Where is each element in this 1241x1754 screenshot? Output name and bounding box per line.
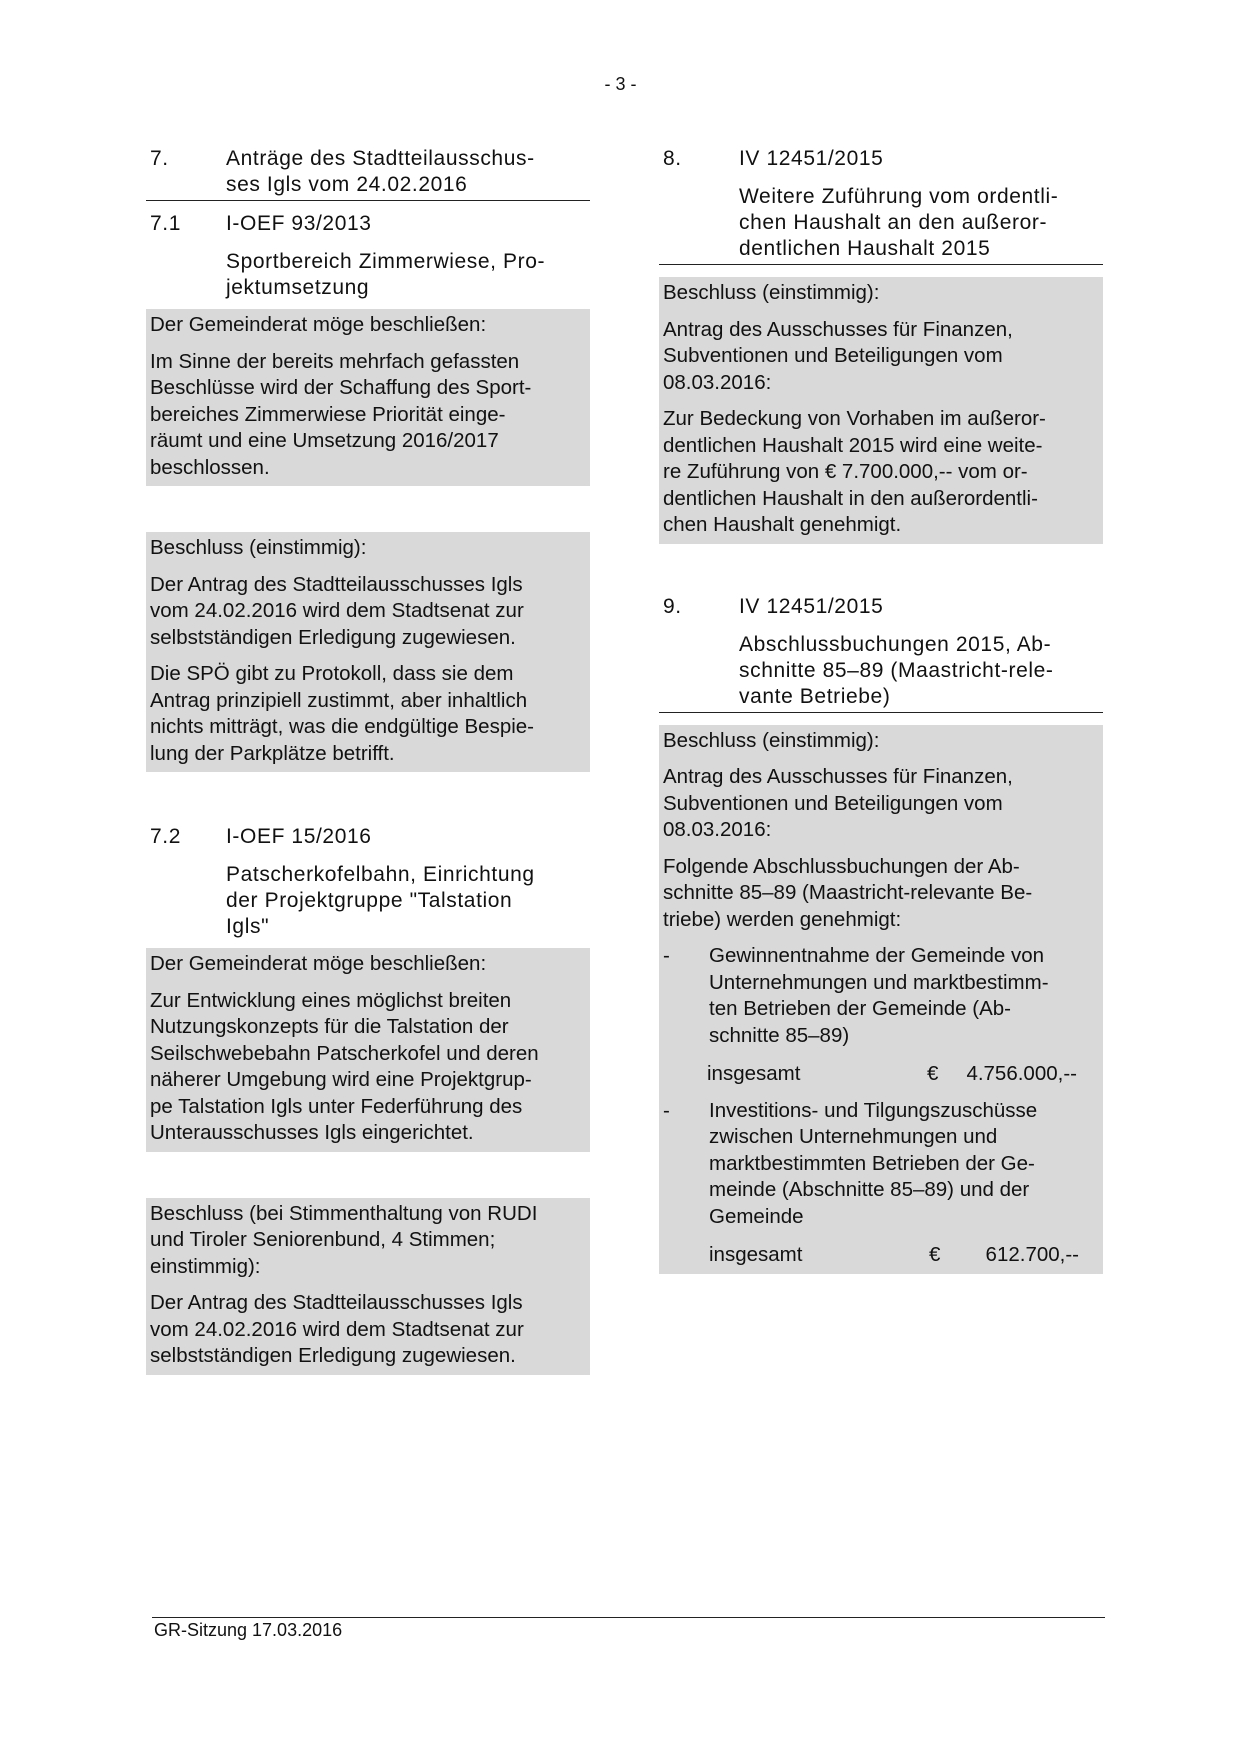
section-number: 8. [663,147,682,170]
text-line: Zur Entwicklung eines möglichst breiten [150,988,512,1012]
text-line: Subventionen und Beteiligungen vom [663,344,1003,367]
title-line: Weitere Zuführung vom ordentli- [739,185,1059,208]
section-7-1-heading [146,211,590,237]
title-line: chen Haushalt an den außeror- [739,211,1048,234]
text-line: näherer Umgebung wird eine Projektgrup- [150,1068,532,1091]
text-line: und Tiroler Seniorenbund, 4 Stimmen; [150,1228,496,1251]
text-line: ten Betrieben der Gemeinde (Ab- [709,997,1011,1020]
text-line: Im Sinne der bereits mehrfach gefassten [150,349,520,373]
box-heading: Der Gemeinderat möge beschließen: [150,313,487,336]
bullet-item [663,1098,1099,1231]
text-line: Antrag des Ausschusses für Finanzen, [663,765,1013,788]
text-line: Folgende Abschlussbuchungen der Ab- [663,854,1020,878]
section-9-heading [659,594,1103,620]
box-paragraph [663,764,1099,844]
box-paragraph [663,317,1099,397]
box-paragraph [663,854,1099,934]
section-number: 7.2 [150,825,181,848]
currency-symbol: € [927,1062,939,1085]
resolution-box [146,532,590,772]
box-paragraph [663,406,1099,539]
text-line: beschlossen. [150,455,270,479]
file-code: I-OEF 93/2013 [226,212,372,235]
text-line: Gewinnentnahme der Gemeinde von [709,944,1045,967]
title-line: Igls" [226,915,270,938]
text-line: einstimmig): [150,1254,261,1278]
text-line: re Zuführung von € 7.700.000,-- vom or- [663,460,1028,483]
text-line: pe Talstation Igls unter Federführung des [150,1094,523,1118]
total-label: insgesamt [709,1243,803,1266]
box-paragraph [150,572,586,652]
box-paragraph [150,349,586,482]
title-line: Abschlussbuchungen 2015, Ab- [739,632,1052,656]
text-line: Der Antrag des Stadtteilausschusses Igls [150,1291,523,1314]
total-amount: 4.756.000,-- [966,1062,1077,1085]
text-line: räumt und eine Umsetzung 2016/2017 [150,429,499,452]
left-column [146,146,590,1375]
text-line: selbstständigen Erledigung zugewiesen. [150,1344,516,1367]
box-heading: Beschluss (einstimmig): [150,536,367,559]
text-line: schnitte 85–89) [709,1023,850,1047]
title-line: Anträge des Stadtteilausschus- [226,147,535,170]
text-line: dentlichen Haushalt 2015 wird eine weite- [663,433,1043,457]
text-line: schnitte 85–89 (Maastricht-relevante Be- [663,881,1033,904]
text-line: chen Haushalt genehmigt. [663,513,902,536]
section-8-heading [659,146,1103,172]
motion-box [146,309,590,486]
text-line: nichts mitträgt, was die endgültige Bespie- [150,715,535,738]
box-paragraph [150,988,586,1147]
title-line: jektumsetzung [226,276,370,299]
text-line: Der Antrag des Stadtteilausschusses Igls [150,572,523,596]
title-line: schnitte 85–89 (Maastricht-rele- [739,658,1054,682]
text-line: Seilschwebebahn Patscherkofel und deren [150,1041,539,1065]
box-paragraph [150,1290,586,1370]
text-line: vom 24.02.2016 wird dem Stadtsenat zur [150,599,524,622]
bullet-item [663,943,1099,1049]
page-number: - 3 - [604,74,637,94]
section-7-heading [146,146,590,201]
bullet-dash: - [663,1098,670,1122]
box-heading: Beschluss (einstimmig): [663,281,880,304]
box-heading [150,1201,586,1281]
text-line: selbstständigen Erledigung zugewiesen. [150,625,516,649]
footer-divider [152,1617,1105,1618]
text-line: 08.03.2016: [663,370,772,394]
right-column [659,146,1103,1274]
text-line: Antrag des Ausschusses für Finanzen, [663,317,1013,341]
section-number: 7. [150,147,169,170]
text-line: Gemeinde [709,1204,804,1228]
section-number: 7.1 [150,212,181,235]
text-line: 08.03.2016: [663,818,772,841]
box-heading: Beschluss (einstimmig): [663,728,880,752]
text-line: meinde (Abschnitte 85–89) und der [709,1178,1030,1201]
total-label: insgesamt [707,1062,801,1085]
motion-box [146,948,590,1152]
bullet-dash: - [663,944,670,967]
text-line: Subventionen und Beteiligungen vom [663,791,1003,815]
resolution-box [659,277,1103,544]
text-line: lung der Parkplätze betrifft. [150,741,395,765]
bullet-text [709,943,1049,1049]
title-line: Sportbereich Zimmerwiese, Pro- [226,250,546,273]
section-7-2-heading [146,824,590,850]
title-line: dentlichen Haushalt 2015 [739,237,991,260]
total-row [663,1061,1099,1088]
box-heading: Der Gemeinderat möge beschließen: [150,952,487,975]
text-line: Investitions- und Tilgungszuschüsse [709,1098,1038,1122]
text-line: Unterausschusses Igls eingerichtet. [150,1121,474,1144]
text-line: bereiches Zimmerwiese Priorität einge- [150,402,506,426]
title-line: ses Igls vom 24.02.2016 [226,173,468,196]
file-code: IV 12451/2015 [739,594,884,618]
text-line: Die SPÖ gibt zu Protokoll, dass sie dem [150,662,514,685]
section-8-title [659,184,1103,265]
file-code: I-OEF 15/2016 [226,825,372,848]
section-7-2-title [226,862,590,940]
text-line: Antrag prinzipiell zustimmt, aber inhaltlich [150,688,528,712]
box-paragraph [150,661,586,767]
currency-symbol: € [929,1243,941,1266]
resolution-box [659,725,1103,1274]
text-line: Beschluss (bei Stimmenthaltung von RUDI [150,1201,538,1225]
text-line: dentlichen Haushalt in den außerordentli- [663,486,1038,510]
section-title [226,146,590,198]
text-line: marktbestimmten Betrieben der Ge- [709,1151,1035,1175]
text-line: vom 24.02.2016 wird dem Stadtsenat zur [150,1317,524,1341]
total-amount: 612.700,-- [985,1243,1079,1266]
text-line: triebe) werden genehmigt: [663,907,902,931]
section-9-title [659,632,1103,713]
text-line: Nutzungskonzepts für die Talstation der [150,1015,509,1038]
title-line: der Projektgruppe "Talstation [226,889,513,912]
file-code: IV 12451/2015 [739,147,884,170]
title-line: Patscherkofelbahn, Einrichtung [226,863,535,886]
text-line: Beschlüsse wird der Schaffung des Sport- [150,376,532,399]
section-7-1-title [226,249,590,301]
resolution-box [146,1198,590,1375]
bullet-text [709,1098,1037,1231]
section-number: 9. [663,594,682,618]
title-line: vante Betriebe) [739,684,891,708]
text-line: Zur Bedeckung von Vorhaben im außeror- [663,407,1046,430]
text-line: zwischen Unternehmungen und [709,1125,998,1148]
text-line: Unternehmungen und marktbestimm- [709,970,1049,994]
footer-text: GR-Sitzung 17.03.2016 [154,1620,343,1640]
total-row [663,1242,1099,1269]
